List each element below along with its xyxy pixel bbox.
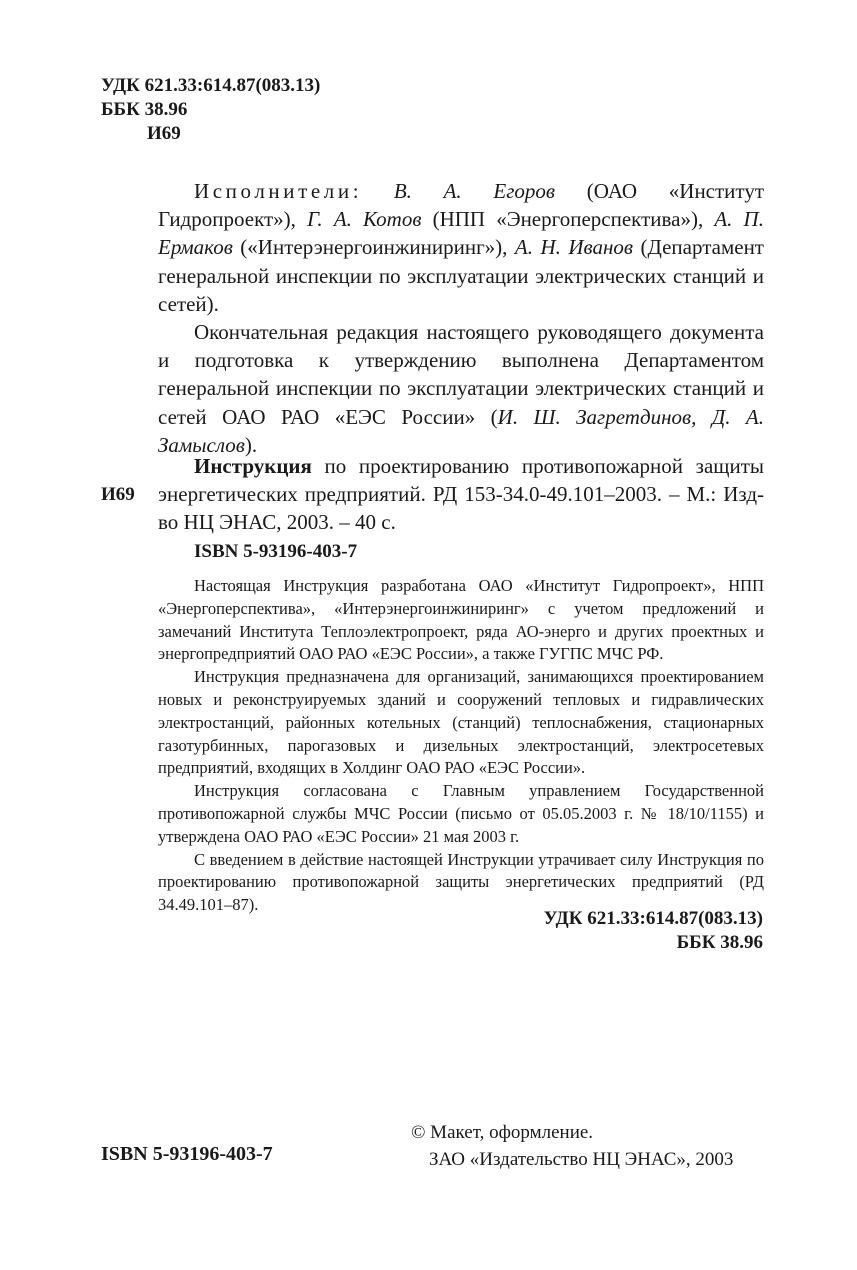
isbn-main: ISBN 5-93196-403-7: [194, 541, 358, 562]
annotation-paragraph: Инструкция согласована с Главным управлением Государственной противопожарной службы МЧС России (письмо от 05.05.2003 г. № 18/10/1155) и утверждена ОАО РАО «ЕЭС России» 21 мая 2003 г.: [158, 781, 764, 846]
copyright-line: ЗАО «Издательство НЦ ЭНАС», 2003: [429, 1149, 734, 1170]
annotation-paragraph: Настоящая Инструкция разработана ОАО «Институт Гидропроект», НПП «Энергоперспектива», «Интерэнергоинжиниринг» с учетом предложений и замечаний Института Теплоэлектропроект, ряда АО-энерго и других проектных и энергопредприятий ОАО РАО «ЕЭС России», а также ГУГПС МЧС РФ.: [158, 576, 764, 664]
executors-label: Исполнители:: [194, 179, 363, 203]
udk-code: УДК 621.33:614.87(083.13): [101, 75, 321, 96]
footer-isbn: ISBN 5-93196-403-7: [101, 1143, 273, 1165]
executor-name: В. А. Егоров: [393, 179, 556, 203]
executor-name: А. Н. Иванов: [514, 235, 634, 260]
editor-names: И. Ш. Загретдинов, Д. А. Замыслов: [158, 404, 764, 457]
executors-paragraph: Исполнители: В. А. Егоров (ОАО «Институт Гидропроект»), Г. А. Котов (НПП «Энергоперспектива»), А. П. Ермаков («Интерэнергоинжиниринг»), А. Н. Иванов (Департамент генеральной инспекции по эксплуатации электрических станций и сетей).: [158, 179, 765, 316]
udk-code: УДК 621.33:614.87(083.13): [543, 908, 763, 929]
copyright-notice: [411, 1119, 733, 1173]
side-author-mark: И69: [101, 484, 135, 505]
copyright-line: © Макет, оформление.: [411, 1122, 594, 1143]
bbk-code: ББК 38.96: [676, 932, 763, 953]
annotation-paragraph: Инструкция предназначена для организаций, занимающихся проектированием новых и реконструируемых зданий и сооружений тепловых и гидравлических электростанций, районных котельных (станций) теплоснабжения, стационарных газотурбинных, парогазовых и дизельных электростанций, электросетевых предприятий, входящих в Холдинг ОАО РАО «ЕЭС России».: [158, 667, 764, 778]
executor-name: Г. А. Котов: [307, 207, 422, 232]
annotation-paragraph: С введением в действие настоящей Инструкции утрачивает силу Инструкция по проектированию противопожарной защиты энергетических предприятий (РД 34.49.101–87).: [158, 849, 764, 915]
final-edition-paragraph: Окончательная редакция настоящего руководящего документа и подготовка к утверждению выполнена Департаментом генеральной инспекции по эксплуатации электрических станций и сетей ОАО РАО «ЕЭС России» (И. Ш. Загретдинов, Д. А. Замыслов).: [158, 320, 764, 457]
bibliographic-entry: [158, 452, 764, 537]
bbk-code: ББК 38.96: [101, 99, 188, 120]
top-classification-codes: [101, 74, 320, 146]
instruction-title: Инструкция: [194, 454, 312, 478]
bottom-classification-codes: [544, 907, 763, 955]
author-mark: И69: [147, 123, 181, 144]
annotation-section: [158, 575, 764, 917]
executors-section: [158, 177, 764, 459]
executor-name: А. П. Ермаков: [158, 207, 764, 260]
bibliographic-description: Инструкция по проектированию противопожарной защиты энергетических предприятий. РД 153-34.0-49.101–2003. – М.: Изд-во НЦ ЭНАС, 2003. – 40 с.: [158, 454, 764, 535]
